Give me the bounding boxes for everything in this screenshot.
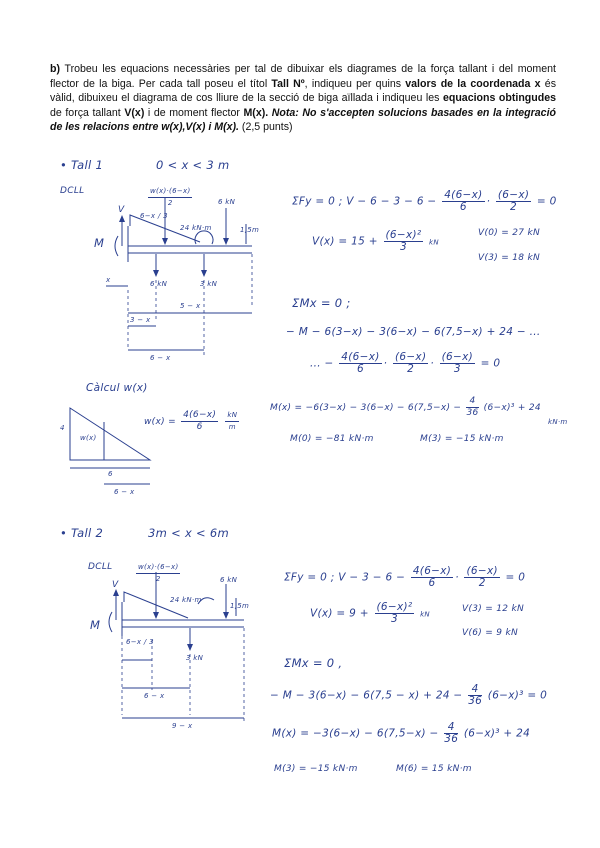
equation-part: (6−x)³ = 0 <box>487 689 548 702</box>
tall1-wload-label <box>146 186 194 209</box>
tall1-moment-label: 24 kN·m <box>180 224 212 232</box>
tall2-m-label: M <box>90 618 101 632</box>
fraction-denominator: 2 <box>510 201 518 213</box>
equation-part: = 0 <box>480 357 501 370</box>
tall1-6kn-label: 6 kN <box>218 198 236 206</box>
fraction-denominator: 2 <box>478 577 486 589</box>
part-label: b) <box>50 63 60 75</box>
equation-part: (6−x)³ + 24 <box>463 727 531 740</box>
fraction-denominator: 36 <box>466 408 479 418</box>
statement-text: i de moment flector <box>144 106 244 119</box>
tall2-m-equation <box>272 722 530 745</box>
fraction-numerator: (6−x) <box>441 351 474 363</box>
tall2-title: • Tall 2 <box>60 526 104 540</box>
tall1-force-3kn: 3 kN <box>200 280 218 288</box>
tall1-dim-6x: 6 − x <box>150 354 171 362</box>
tall2-v-label: V <box>112 580 119 590</box>
fraction-denominator: 2 <box>155 575 161 583</box>
tall1-moment-line2: ... − $\frac{4(6-x)}{6}$ · $\frac{(6-x)}{2}$ · $\frac{(6-x)}{3}$ = 0 <box>310 351 501 375</box>
tall2-moment-label: 24 kN·m <box>170 596 202 604</box>
tall2-dcll-label: DCLL <box>88 562 113 572</box>
fraction-denominator: 6 <box>459 201 467 213</box>
fraction-numerator: 4 <box>466 396 478 408</box>
tall-title-keyword: Tall Nº <box>271 77 305 90</box>
equation-part: w(x) = <box>144 417 176 427</box>
fraction-numerator: 4(6−x) <box>183 410 217 420</box>
tall1-v-equation <box>312 230 439 253</box>
fraction-numerator: w(x)·(6−x) <box>148 186 192 198</box>
fraction-numerator: 4(6−x) <box>412 565 452 577</box>
fraction-denominator: 6 <box>196 422 203 432</box>
tall2-6kn-label: 6 kN <box>220 576 238 584</box>
fraction-numerator: 4 <box>468 684 482 696</box>
equation-part: (6−x)³ + 24 <box>483 403 541 413</box>
fraction-numerator: (6−x)² <box>385 229 422 241</box>
tall2-v3-value: V(3) = 12 kN <box>462 604 525 614</box>
unit-label: kN <box>429 238 439 247</box>
tall2-dim-9x: 9 − x <box>172 722 193 730</box>
fraction-numerator: (6−x) <box>394 351 427 363</box>
wx-calc-6x: 6 − x <box>114 488 135 496</box>
points-text: (2,5 punts) <box>238 121 293 134</box>
wx-calc-height: 4 <box>60 424 65 432</box>
equation-part: = 0 <box>536 195 557 208</box>
tall1-force-6kn: 6 kN <box>150 280 168 288</box>
wx-calc-base: 6 <box>108 470 113 478</box>
tall1-6x3-label: 6−x / 3 <box>140 212 168 220</box>
equation-part: = 0 <box>505 571 526 584</box>
fraction-numerator: (6−x) <box>466 565 498 577</box>
wx-calc-equation <box>144 410 241 433</box>
tall2-m3-value: M(3) = −15 kN·m <box>274 764 358 774</box>
tall1-m-label: M <box>94 236 105 250</box>
fraction-denominator: 6 <box>428 577 436 589</box>
tall2-sumfy-equation: ΣFy = 0 ; V − 3 − 6 − $\frac{4(6-x)}{6}$ · $\frac{(6-x)}{2}$ = 0 <box>284 565 526 589</box>
tall2-dim-6x: 6 − x <box>144 692 165 700</box>
tall2-range: 3m < x < 6m <box>148 526 230 540</box>
tall2-v6-value: V(6) = 9 kN <box>462 628 518 638</box>
fraction-denominator: 3 <box>399 241 407 253</box>
tall1-sumfy-equation: ΣFy = 0 ; V − 6 − 3 − 6 − $\frac{4(6-x)}{6}$ · $\frac{(6-x)}{2}$ = 0 <box>292 189 557 213</box>
unit-label: kN <box>420 610 430 619</box>
equacions-keyword: equacions obtingudes <box>442 92 556 105</box>
tall1-dcll-label: DCLL <box>60 186 85 196</box>
equation-part: V(x) = 9 + <box>310 607 369 620</box>
fraction-denominator: 36 <box>468 695 483 707</box>
tall1-m0-value: M(0) = −81 kN·m <box>290 434 374 444</box>
tall1-m3-value: M(3) = −15 kN·m <box>420 434 504 444</box>
fraction-denominator: 6 <box>356 363 364 375</box>
tall2-wload-label <box>134 562 182 585</box>
fraction-numerator: w(x)·(6−x) <box>136 562 180 574</box>
fraction-denominator: m <box>228 423 236 431</box>
equation-part: ... − <box>310 357 334 370</box>
tall1-title: • Tall 1 <box>60 158 104 172</box>
tall2-dist-label: 1,5m <box>230 602 250 610</box>
equation-part: M(x) = −3(6−x) − 6(7,5−x) − <box>272 727 439 740</box>
nota-text: Nota: No s'accepten solucions basades en la integració de les relacions entre w(x),V(x) i M(x). <box>50 106 556 134</box>
statement-text: és vàlid, dibuixeu el diagrama de cos lliure de la secció de biga aïllada i indiqueu les <box>50 77 556 105</box>
statement-text: , indiqueu per quins <box>304 77 406 90</box>
vx-keyword: V(x) <box>124 106 145 119</box>
equation-part: M(x) = −6(3−x) − 3(6−x) − 6(7,5−x) − <box>270 403 462 413</box>
tall1-x-label: x <box>106 276 111 284</box>
tall1-m-unit: kN·m <box>548 418 568 426</box>
tall1-dcll-diagram <box>106 198 252 355</box>
fraction-numerator: 4(6−x) <box>341 351 380 363</box>
tall1-summx-equation: ΣMx = 0 ; <box>292 296 351 310</box>
fraction-numerator: 4 <box>444 722 458 734</box>
tall2-v-equation <box>310 602 430 625</box>
fraction-denominator: 36 <box>444 733 459 745</box>
wx-calc-wx: w(x) <box>80 434 97 442</box>
fraction-denominator: 2 <box>407 363 415 375</box>
fraction-denominator: 3 <box>390 613 398 625</box>
equation-part: − M − 3(6−x) − 6(7,5 − x) + 24 − <box>270 689 463 702</box>
fraction-denominator: 3 <box>453 363 461 375</box>
equation-part: ΣFy = 0 ; V − 6 − 3 − 6 − <box>292 195 437 208</box>
tall2-6x3-label: 6−x / 3 <box>126 638 154 646</box>
fraction-numerator: (6−x) <box>497 189 530 201</box>
tall1-dim-5x: 5 − x <box>180 302 201 310</box>
statement-text: de força tallant <box>50 106 125 119</box>
tall2-summx-equation: ΣMx = 0 , <box>284 656 343 670</box>
tall1-v0-value: V(0) = 27 kN <box>478 228 541 238</box>
tall1-dim-3x: 3 − x <box>130 316 151 324</box>
tall2-moment-line <box>270 684 547 707</box>
fraction-denominator: 2 <box>167 199 173 207</box>
valors-keyword: valors de la coordenada x <box>405 77 541 90</box>
statement-text: Trobeu les equacions necessàries per tal de dibuixar els diagrames de la força tallant i del moment flector de la biga. Per cada tall poseu el títol <box>50 63 556 90</box>
equation-part: ΣFy = 0 ; V − 3 − 6 − <box>284 571 406 584</box>
tall2-force-3kn: 3 kN <box>186 654 204 662</box>
fraction-numerator: 4(6−x) <box>444 189 483 201</box>
tall1-v3-value: V(3) = 18 kN <box>478 253 541 263</box>
equation-part: V(x) = 15 + <box>312 235 378 248</box>
mx-keyword: M(x). <box>243 106 269 119</box>
wx-calc-title: Càlcul w(x) <box>86 382 148 394</box>
fraction-numerator: (6−x)² <box>376 601 413 613</box>
fraction-numerator: kN <box>225 410 239 422</box>
tall1-range: 0 < x < 3 m <box>156 158 230 172</box>
tall1-moment-line1: − M − 6(3−x) − 3(6−x) − 6(7,5−x) + 24 − ... <box>286 326 541 338</box>
tall1-m-equation <box>270 396 541 419</box>
tall1-v-label: V <box>118 205 125 215</box>
tall2-dcll-diagram <box>109 572 244 722</box>
tall2-m6-value: M(6) = 15 kN·m <box>396 764 472 774</box>
tall1-dist-label: 1,5m <box>240 226 260 234</box>
